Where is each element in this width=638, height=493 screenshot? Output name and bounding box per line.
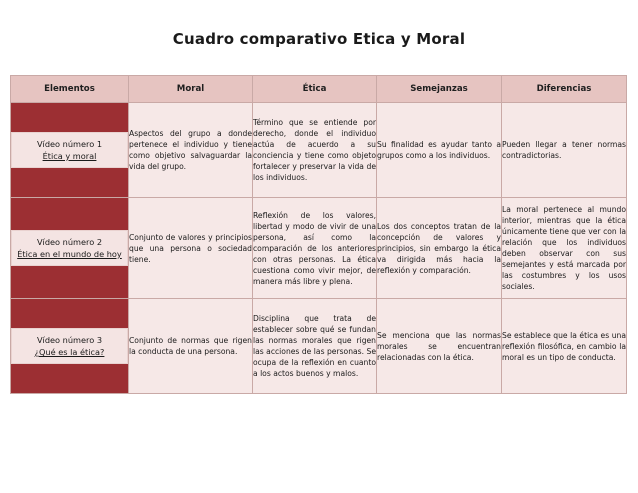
table-row bbox=[11, 299, 627, 394]
semejanzas-cell bbox=[377, 198, 502, 299]
table-row bbox=[11, 103, 627, 198]
row-label-title: Vídeo número 1 bbox=[36, 139, 103, 149]
header-etica: Ética bbox=[253, 76, 377, 103]
moral-cell bbox=[129, 103, 253, 198]
etica-cell bbox=[253, 103, 377, 198]
etica-text: Reflexión de los valores, libertad y modo de vivir de una persona, así como la comparación de los anteriores con otras personas. La ética cuestiona como vivir mejor, de manera más libre y plena. bbox=[253, 210, 376, 286]
etica-text: Término que se entiende por derecho, donde el individuo actúa de acuerdo a su conciencia y tiene como objeto fortalecer y preservar la vida de los individuos. bbox=[253, 118, 376, 182]
row-label-title: Vídeo número 2 bbox=[36, 237, 103, 247]
etica-cell bbox=[253, 299, 377, 394]
row-label-cell bbox=[11, 299, 129, 394]
diferencias-text: La moral pertenece al mundo interior, mientras que la ética únicamente tiene que ver con la relación que los individuos deben observar con sus semejantes y está marcada por las costumbres y los usos sociales. bbox=[502, 205, 626, 291]
semejanzas-cell bbox=[377, 103, 502, 198]
row-label-title: Vídeo número 3 bbox=[36, 335, 103, 345]
diferencias-text: Pueden llegar a tener normas contradictorias. bbox=[502, 140, 626, 160]
header-moral: Moral bbox=[129, 76, 253, 103]
diferencias-cell bbox=[502, 299, 627, 394]
etica-text: Disciplina que trata de establecer sobre qué se fundan las normas morales que rigen las acciones de las personas. Se ocupa de la reflexión en cuanto a los actos buenos y malos. bbox=[253, 314, 376, 378]
semejanzas-cell bbox=[377, 299, 502, 394]
etica-cell bbox=[253, 198, 377, 299]
diferencias-cell bbox=[502, 198, 627, 299]
diferencias-cell bbox=[502, 103, 627, 198]
header-row bbox=[11, 76, 627, 103]
row-label bbox=[11, 328, 128, 364]
diferencias-text: Se establece que la ética es una reflexión filosófica, en cambio la moral es un tipo de conducta. bbox=[502, 330, 626, 362]
semejanzas-text: Su finalidad es ayudar tanto a grupos como a los individuos. bbox=[377, 140, 501, 160]
row-label-cell bbox=[11, 198, 129, 299]
comparison-table bbox=[10, 75, 627, 394]
row-label bbox=[11, 132, 128, 168]
page-title: Cuadro comparativo Etica y Moral bbox=[172, 30, 466, 48]
header-elementos: Elementos bbox=[11, 76, 129, 103]
table-row bbox=[11, 198, 627, 299]
semejanzas-text: Se menciona que las normas morales se encuentran relacionadas con la ética. bbox=[377, 330, 501, 362]
moral-text: Conjunto de valores y principios que una persona o sociedad tiene. bbox=[129, 232, 252, 264]
header-diferencias: Diferencias bbox=[502, 76, 627, 103]
row-label bbox=[11, 230, 128, 266]
row-label-subtitle: Ética en el mundo de hoy bbox=[17, 249, 122, 259]
moral-cell bbox=[129, 198, 253, 299]
moral-text: Aspectos del grupo a donde pertenece el individuo y tiene como objetivo salvaguardar la vida del grupo. bbox=[129, 129, 252, 171]
header-semejanzas: Semejanzas bbox=[377, 76, 502, 103]
moral-cell bbox=[129, 299, 253, 394]
moral-text: Conjunto de normas que rigen la conducta de una persona. bbox=[129, 336, 252, 356]
row-label-subtitle: Ética y moral bbox=[42, 151, 97, 161]
semejanzas-text: Los dos conceptos tratan de la concepción de valores y principios, sin embargo la ética va dirigida más hacia la reflexión y comparación. bbox=[377, 221, 501, 275]
row-label-cell bbox=[11, 103, 129, 198]
row-label-subtitle: ¿Qué es la ética? bbox=[34, 347, 105, 357]
